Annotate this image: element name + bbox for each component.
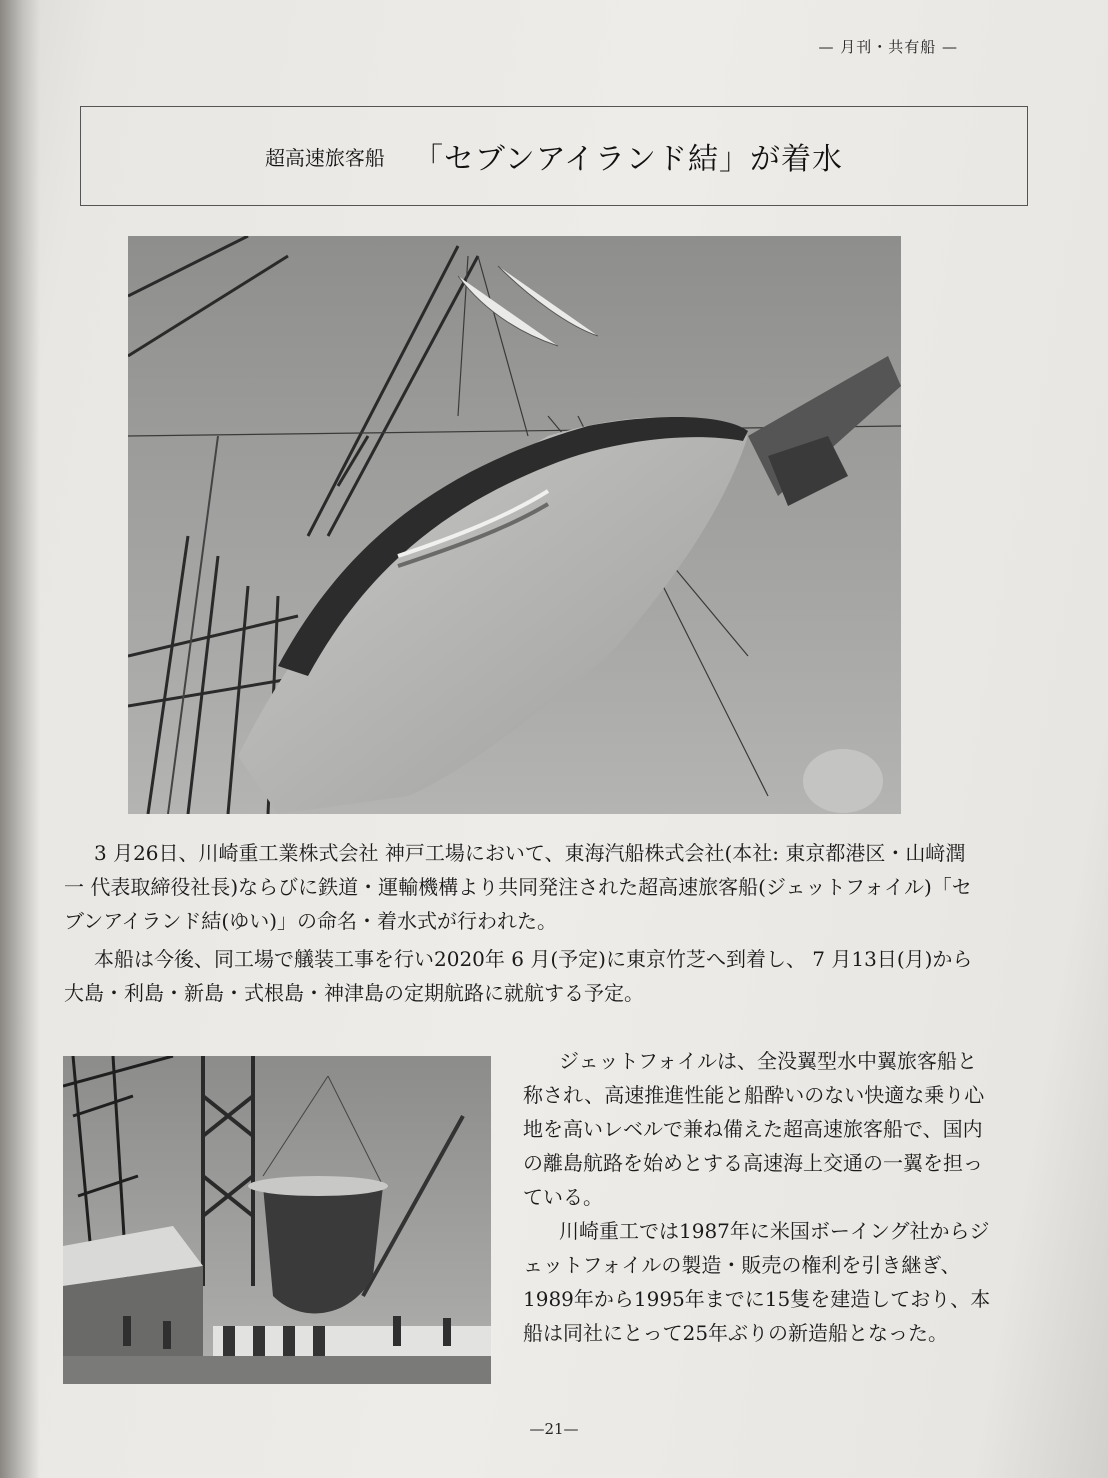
paragraph-jetfoil: ジェットフォイルは、全没翼型水中翼旅客船と称され、高速推進性能と船酔いのない快適な乗り心地を高いレベルで兼ね備えた超高速旅客船で、国内の離島航路を始めとする高速海上交通の一翼を担っている。 <box>523 1049 985 1209</box>
paragraph-schedule: 本船は今後、同工場で艤装工事を行い2020年 6 月(予定)に東京竹芝へ到着し、 7 月13日(月)から大島・利島・新島・式根島・神津島の定期航路に就航する予定。 <box>64 947 973 1005</box>
ceremony-photo <box>63 1056 491 1384</box>
page-number: —21— <box>529 1420 579 1438</box>
title-category: 超高速旅客船 <box>264 145 385 170</box>
paragraph-ceremony: 3 月26日、川崎重工業株式会社 神戸工場において、東海汽船株式会社(本社: 東京都港区・山﨑潤一 代表取締役社長)ならびに鉄道・運輸機構より共同発注された超高速旅客船(ジェットフォイル)「セブンアイランド結(ゆい)」の命名・着水式が行われた。 <box>64 841 972 933</box>
page-gutter-shadow <box>0 0 40 1478</box>
ceremony-scene-image <box>63 1056 491 1384</box>
ship-launch-photo <box>128 236 901 814</box>
article-title-box <box>80 106 1028 206</box>
running-head: — 月刊・共有船 — <box>818 38 958 56</box>
paragraph-history: 川崎重工では1987年に米国ボーイング社からジェットフォイルの製造・販売の権利を引き継ぎ、1989年から1995年までに15隻を建造しており、本船は同社にとって25年ぶりの新造船となった。 <box>523 1219 991 1345</box>
article-title: 「セブンアイランド結」が着水 <box>412 142 844 177</box>
ship-hull-image <box>128 236 901 814</box>
